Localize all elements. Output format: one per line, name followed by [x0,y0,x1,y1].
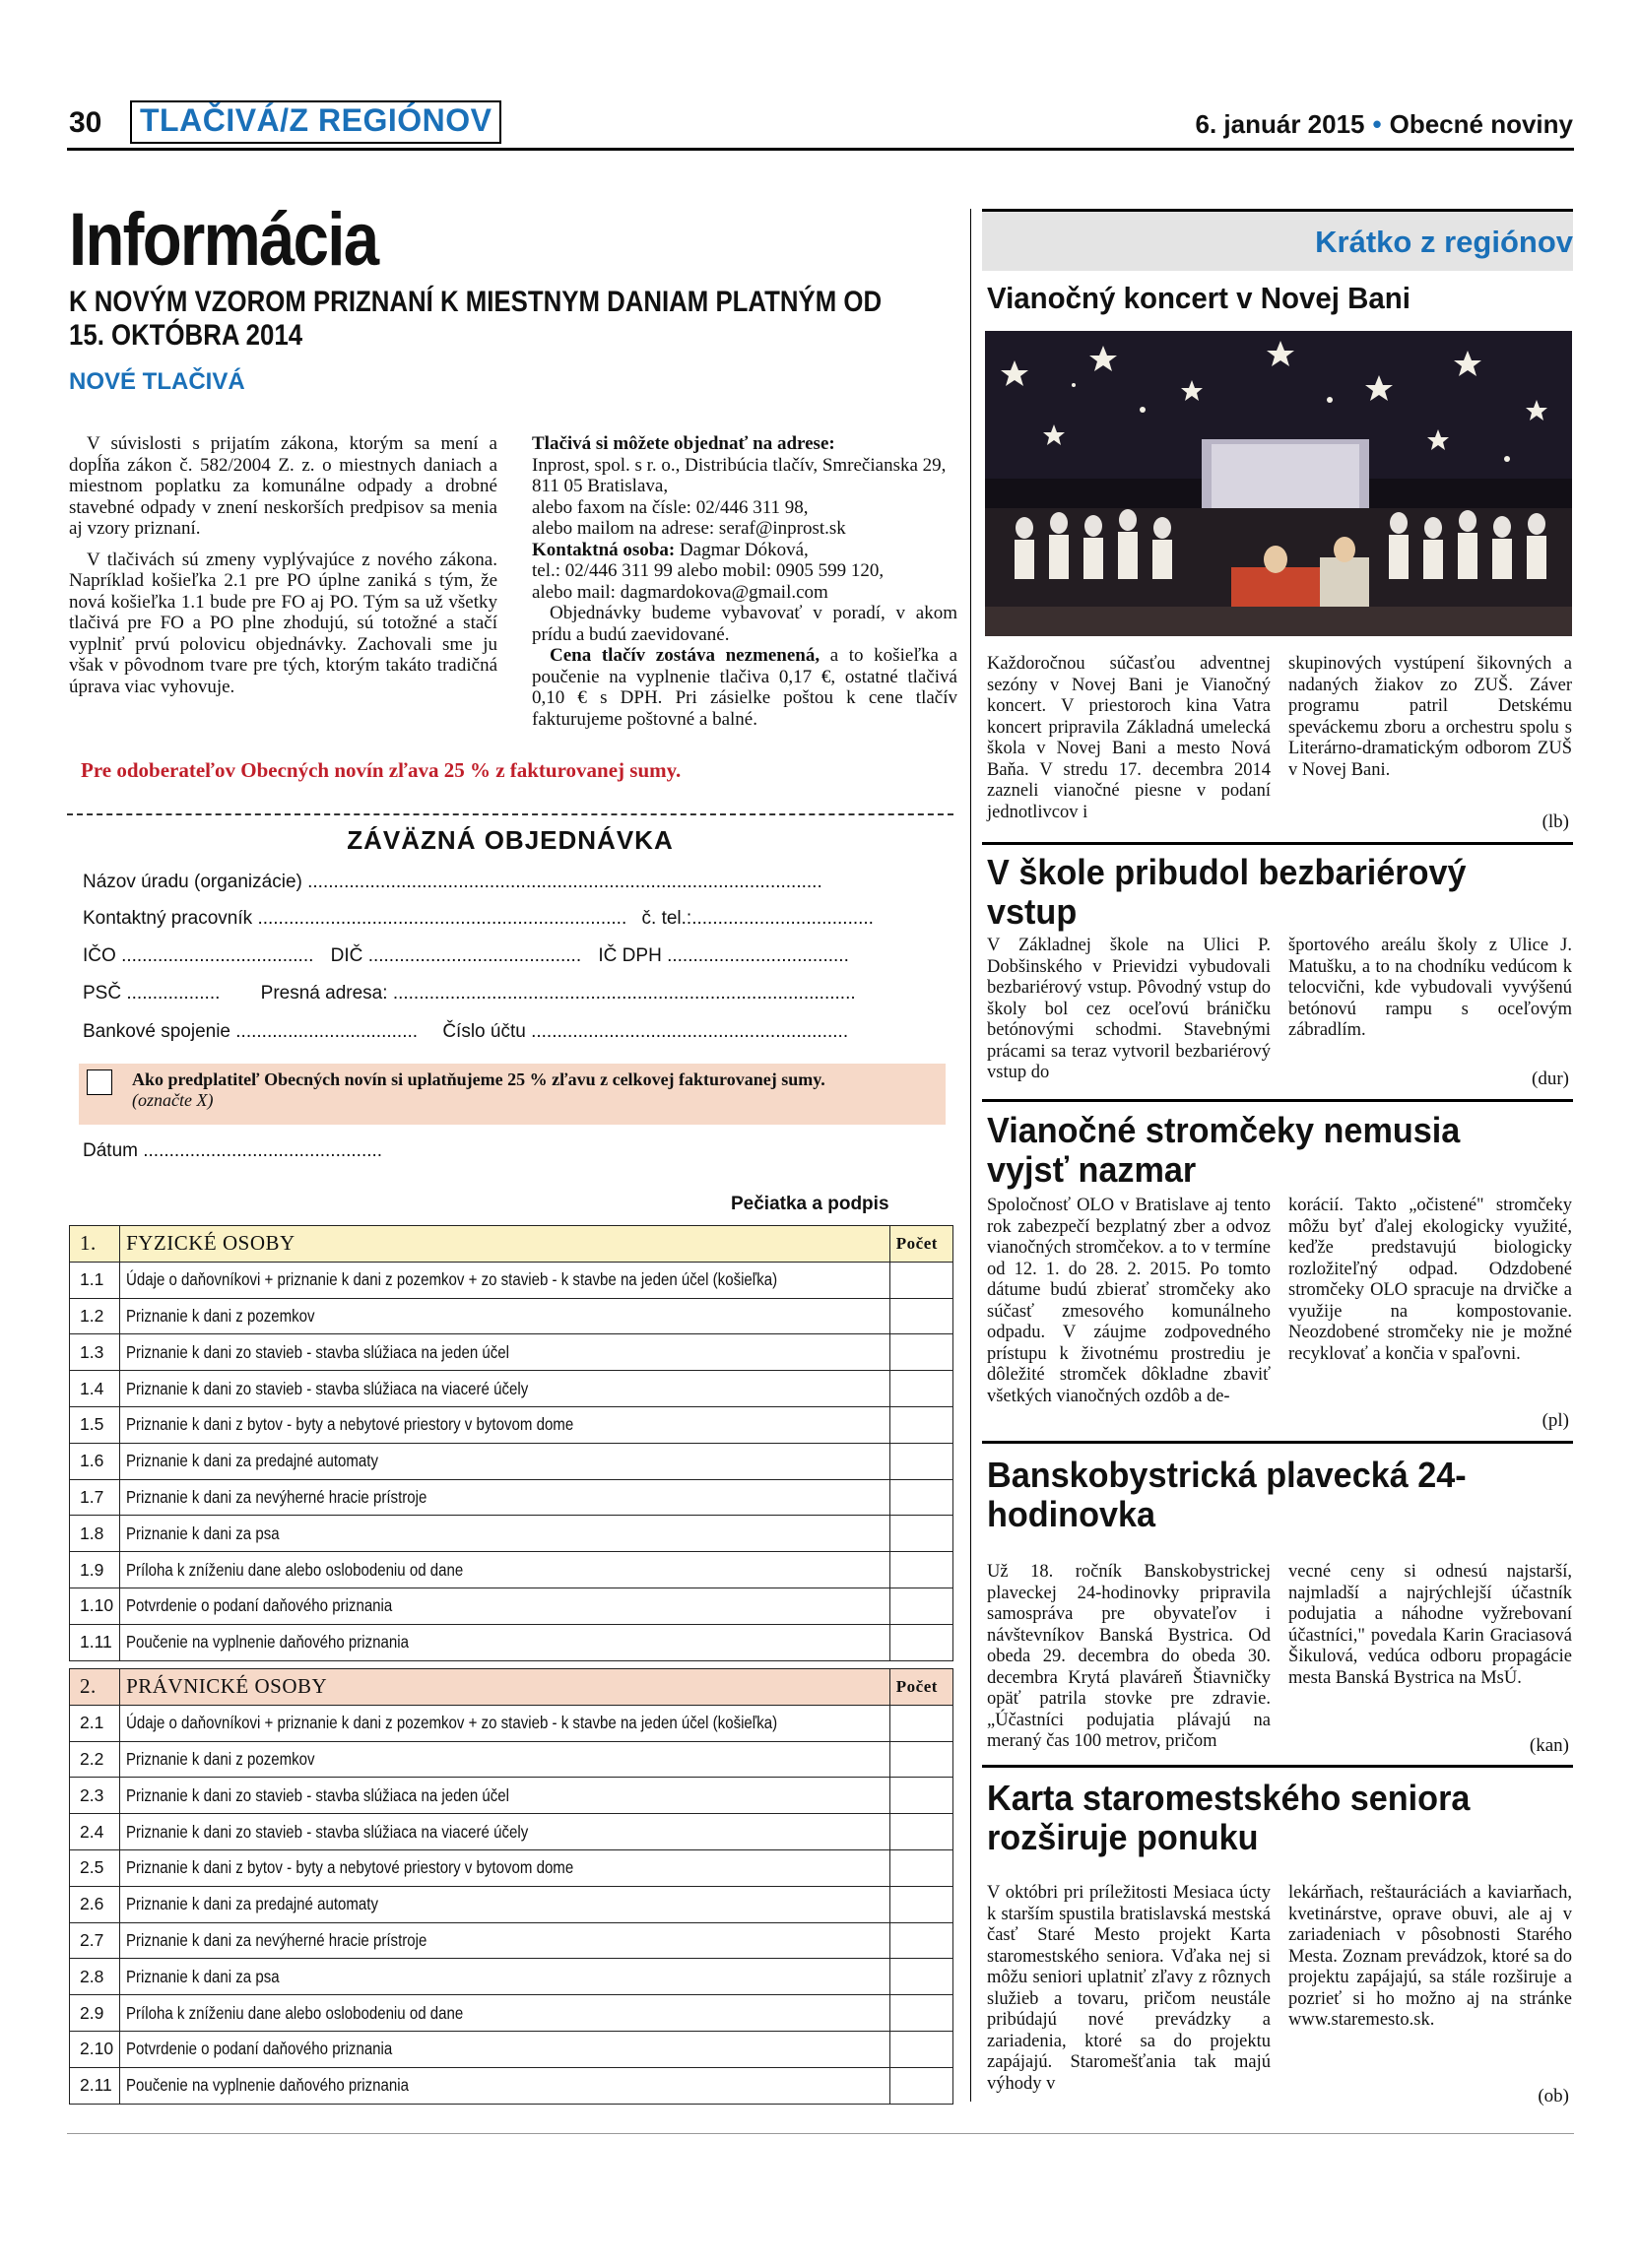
row-number: 2.9 [70,1995,120,2032]
row-label: Priznanie k dani za predajné automaty [126,1451,379,1471]
table-row [70,1741,953,1778]
row-number: 1.4 [70,1371,120,1407]
row-label-cell [120,1922,890,1959]
count-input[interactable] [889,1705,952,1741]
table-row [70,1886,953,1922]
row-label: Údaje o daňovníkovi + priznanie k dani z pozemkov + zo stavieb - k stavbe na jeden účel (košieľka) [126,1269,778,1290]
ico-label: IČO [83,945,116,966]
row-number: 2.6 [70,1886,120,1922]
bottom-rule [67,2133,1574,2134]
subscriber-discount-text [132,1069,940,1111]
price-note [532,645,957,730]
row-label: Priznanie k dani z pozemkov [126,1305,315,1326]
concert-photo-image [985,331,1572,636]
price-bold: Cena tlačív zostáva nezmenená, [550,645,820,666]
row-number: 2.10 [70,2031,120,2067]
count-header: Počet [889,1669,952,1706]
row-number: 2.4 [70,1814,120,1850]
date-field[interactable]: .............................................. [143,1140,383,1161]
form-table-fyzicke [69,1225,953,1661]
row-label-cell [120,1371,890,1407]
paragraph: V tlačivách sú zmeny vyplývajúce z nového zákona. Napríklad košieľka 2.1 pre PO úplne zaniká s tým, že nová košieľka 1.1 bude pre FO aj PO. Tým sa už všetky tlačivá pre FO a PO plne zhodujú, sú totožné a stačí vyplniť prvú polovicu objednávky. Zachovali sme ju však v pôvodnom tvare pre tých, ktorým takáto tradičná úprava viac vyhovuje. [69,549,497,697]
contact-line [532,540,957,561]
row-label-cell [120,2067,890,2104]
article-col1: V Základnej škole na Ulici P. Dobšinského v Prievidzi vybudovali bezbariérový vstup. Pôvodný vstup do školy bol cez oceľovú bráničku betónovými schodmi. Stavebnými prácami sa teraz vytvoril bezbariérový vstup do [987,936,1271,1082]
row-label: Potvrdenie o podaní daňového priznania [126,1595,393,1616]
row-label: Priznanie k dani z pozemkov [126,1748,315,1769]
issue-info [1196,109,1574,140]
row-label: Potvrdenie o podaní daňového priznania [126,2039,393,2059]
order-heading: Tlačivá si môžete objednať na adrese: [532,433,835,454]
processing-note: Objednávky budeme vybavovať v poradí, v akom prídu a budú zaevidované. [532,603,957,645]
count-input[interactable] [889,1959,952,1995]
article-title: V škole pribudol bezbariérový vstup [987,852,1467,932]
row-label: Priznanie k dani za psa [126,1523,280,1543]
subscriber-text: Ako predplatiteľ Obecných novín si uplatňujeme 25 % zľavu z celkovej fakturovanej sumy. [132,1069,825,1089]
table-row [70,1705,953,1741]
dic-field[interactable]: ......................................... [367,945,582,966]
article-signature: (kan) [1529,1735,1569,1756]
table-row [70,1516,953,1552]
row-label-cell [120,1705,890,1741]
row-number: 2.11 [70,2067,120,2104]
article-signature: (dur) [1532,1069,1569,1089]
contact-name: Dagmar Dóková, [675,539,809,560]
table-row [70,1334,953,1371]
article-col1: Už 18. ročník Banskobystrickej plaveckej 24-hodinovky pripravila samospráva pre obyvateľov i návštevníkov Banská Bystrica. Od obeda 29. decembra do obeda 30. decembra Krytá plaváreň Štiavničky opäť patrila stovke pre zdravie. „Účastníci podujatia plávajú na meraný čas 100 metrov, pričom [987,1562,1271,1751]
subscriber-checkbox[interactable] [87,1069,112,1095]
row-label: Priznanie k dani za nevýherné hracie prístroje [126,1486,427,1507]
contact-person-field[interactable]: ....................................................................... [257,908,627,929]
row-label-cell [120,1849,890,1886]
row-label: Údaje o daňovníkovi + priznanie k dani z pozemkov + zo stavieb - k stavbe na jeden účel (košieľka) [126,1713,778,1733]
group-title: PRÁVNICKÉ OSOBY [120,1669,890,1706]
address-line: Inprost, spol. s r. o., Distribúcia tlačív, Smrečianska 29, [532,454,947,476]
address-line: 811 05 Bratislava, [532,476,669,496]
count-input[interactable] [889,2031,952,2067]
row-number: 1.2 [70,1298,120,1334]
row-label-cell [120,1995,890,2032]
table-row [70,1443,953,1479]
row-number: 2.3 [70,1778,120,1814]
row-label: Poučenie na vyplnenie daňového priznania [126,1632,410,1652]
count-input[interactable] [889,1406,952,1443]
icdph-field[interactable]: ................................... [667,945,849,966]
count-input[interactable] [889,1443,952,1479]
count-input[interactable] [889,1334,952,1371]
ico-field[interactable]: ..................................... [121,945,314,966]
table-body [70,1262,953,1660]
group-number: 2. [70,1669,120,1706]
row-label: Priznanie k dani za predajné automaty [126,1894,379,1914]
article-col1: V októbri pri príležitosti Mesiaca úcty k starším spustila bratislavská mestská časť Staré Mesto projekt Karta staromestského seniora. Vďaka nej si môžu seniori uplatniť zľavy z rôznych služieb a tovaru, pričom neustále pribúdajú nové prevádzky a zariadenia, ktoré sa do projektu zapájajú. Staromešťania tak majú výhody v [987,1883,1271,2094]
table-row [70,2031,953,2067]
table-row [70,1588,953,1624]
article-title: Vianočné stromčeky nemusia vyjsť nazmar [987,1110,1461,1190]
row-number: 1.10 [70,1588,120,1624]
address-line: alebo faxom na čísle: 02/446 311 98, [532,496,809,518]
row-label-cell [120,1886,890,1922]
row-label: Priznanie k dani zo stavieb - stavba slúžiaca na viaceré účely [126,1378,529,1398]
regions-banner-title: Krátko z regiónov [1315,225,1573,259]
article-divider [982,842,1573,845]
form-row-date [83,1140,382,1162]
dic-label: DIČ [330,945,363,966]
form-row-contact [83,908,874,930]
row-label-cell [120,1298,890,1334]
table-row [70,1922,953,1959]
separator-dot: • [1372,109,1382,139]
row-label: Priznanie k dani z bytov - byty a nebytové priestory v bytovom dome [126,1414,574,1435]
row-number: 1.8 [70,1516,120,1552]
bank-field[interactable]: ................................... [235,1021,419,1042]
price-rest: a to košieľka a poučenie na vyplnenie tlačiva 0,17 €, ostatné tlačivá 0,10 € s DPH. Pri zásielke poštou k cene tlačív fakturujeme poštovné a balné. [532,645,957,730]
table-row [70,1814,953,1850]
article-col2: vecné ceny si odnesú najstarší, najmladší a najrýchlejší účastník podujatia a náhodne vyžrebovaní účastníci," povedala Karin Graciasová Šikulová, vedúca odboru propagácie mesta Banská Bystrica na MsÚ. [1288,1562,1572,1688]
header-rule [67,148,1574,151]
article-title: Karta staromestského seniora rozširuje ponuku [987,1778,1471,1857]
count-input[interactable] [889,1995,952,2032]
row-number: 2.8 [70,1959,120,1995]
row-number: 2.1 [70,1705,120,1741]
row-number: 1.1 [70,1262,120,1298]
row-label: Priznanie k dani zo stavieb - stavba slúžiaca na jeden účel [126,1341,510,1362]
row-number: 2.7 [70,1922,120,1959]
form-row-ids [83,945,849,967]
publication-name: Obecné noviny [1389,109,1573,139]
column-divider [970,209,971,2102]
row-label-cell [120,1778,890,1814]
count-header: Počet [889,1226,952,1263]
row-label-cell [120,1443,890,1479]
form-row-bank [83,1021,848,1043]
row-label-cell [120,1741,890,1778]
row-number: 2.2 [70,1741,120,1778]
row-number: 1.9 [70,1552,120,1588]
count-input[interactable] [889,1516,952,1552]
table-row [70,2067,953,2104]
psc-label: PSČ [83,983,122,1004]
main-kicker: NOVÉ TLAČIVÁ [69,368,245,395]
stamp-label: Pečiatka a podpis [731,1194,889,1214]
row-label-cell [120,1406,890,1443]
form-row-address [83,983,856,1004]
row-label-cell [120,1262,890,1298]
row-label: Poučenie na vyplnenie daňového priznania [126,2075,410,2096]
address-line: alebo mailom na adrese: seraf@inprost.sk [532,518,846,539]
psc-field[interactable]: .................. [126,983,221,1004]
date-label: Dátum [83,1140,138,1161]
page-number: 30 [69,106,102,139]
count-input[interactable] [889,1588,952,1624]
count-input[interactable] [889,2067,952,2104]
issue-date: 6. január 2015 [1195,109,1365,139]
row-label: Priznanie k dani zo stavieb - stavba slúžiaca na jeden účel [126,1784,510,1805]
article-col2: lekárňach, reštauráciách a kaviarňach, kvetinárstve, oprave obuvi, ale aj v zariadeniach v pôsobnosti Starého Mesta. Zoznam prevádzok, ktoré sa do projektu zapájajú, sa stále rozširuje a pozrieť si ho možno aj na stránke www.staremesto.sk. [1288,1883,1572,2030]
row-label: Príloha k zníženiu dane alebo oslobodeniu od dane [126,2002,464,2023]
table-header-row [70,1226,953,1263]
article-title: Vianočný koncert v Novej Bani [987,281,1410,315]
count-input[interactable] [889,1814,952,1850]
contact-line: tel.: 02/446 311 99 alebo mobil: 0905 599 120, [532,560,885,581]
article-signature: (lb) [1542,811,1569,832]
row-label: Priznanie k dani za nevýherné hracie prístroje [126,1929,427,1950]
account-label: Číslo účtu [442,1021,526,1042]
table-header-row [70,1669,953,1706]
row-number: 1.7 [70,1479,120,1516]
article-divider [982,1441,1573,1444]
address-field[interactable]: ......................................................................................... [392,983,856,1004]
row-label-cell [120,1516,890,1552]
row-label: Priznanie k dani za psa [126,1966,280,1986]
table-row [70,1262,953,1298]
row-number: 1.6 [70,1443,120,1479]
main-article-col1 [69,433,497,707]
row-label-cell [120,1334,890,1371]
section-tag: TLAČIVÁ/Z REGIÓNOV [130,100,501,144]
table-row [70,1995,953,2032]
count-input[interactable] [889,1741,952,1778]
count-input[interactable] [889,1886,952,1922]
table-row [70,1298,953,1334]
order-form-title: ZÁVÄZNÁ OBJEDNÁVKA [347,825,674,855]
article-col2: skupinových vystúpení šikovných a nadaných žiakov zo ZUŠ. Záver programu patril Detskému speváckemu zboru a orchestru spolu s Literárno-dramatickým odborom ZUŠ v Novej Bani. [1288,654,1572,780]
count-input[interactable] [889,1849,952,1886]
count-input[interactable] [889,1624,952,1660]
form-table-pravnicke [69,1668,953,2105]
article-col1: Každoročnou súčasťou adventnej sezóny v Novej Bani je Vianočný koncert. V priestoroch kina Vatra koncert pripravila Základná umelecká škola v Novej Bani a mesto Nová Baňa. V stredu 17. decembra 2014 zazneli vianočné piesne v podaní jednotlivcov i [987,654,1271,822]
count-input[interactable] [889,1922,952,1959]
article-signature: (pl) [1542,1410,1569,1431]
article-col2: korácií. Takto „očistené" stromčeky môžu byť ďalej ekologicky využité, keďže predstavujú biologicky rozložiteľný odpad. Odzdobené stromčeky OLO spracuje na drvičke a využije na kompostovanie. Neozdobené stromčeky nie je možné recyklovať a končia v spaľovni. [1288,1196,1572,1364]
article-divider [982,1765,1573,1768]
main-subtitle: K NOVÝM VZOROM PRIZNANÍ K MIESTNYM DANIAM PLATNÝM OD 15. OKTÓBRA 2014 [69,286,883,352]
count-input[interactable] [889,1371,952,1407]
contact-label: Kontaktná osoba: [532,539,676,560]
row-number: 1.11 [70,1624,120,1660]
count-input[interactable] [889,1552,952,1588]
row-label-cell [120,1624,890,1660]
row-label-cell [120,2031,890,2067]
contact-person-label: Kontaktný pracovník [83,908,253,929]
article-signature: (ob) [1538,2086,1569,2106]
table-row [70,1624,953,1660]
article-divider [982,1099,1573,1102]
table-row [70,1552,953,1588]
cut-line [67,813,953,815]
table-row [70,1959,953,1995]
discount-note: Pre odoberateľov Obecných novín zľava 25 % z fakturovanej sumy. [81,758,682,782]
bank-label: Bankové spojenie [83,1021,230,1042]
article-col2: športového areálu školy z Ulice J. Matušku, a to na chodníku vedúcom k telocvični, kde vybudovali vyvýšenú betónovú rampu s oceľovým zábradlím. [1288,936,1572,1040]
paragraph: V súvislosti s prijatím zákona, ktorým sa mení a dopĺňa zákon č. 582/2004 Z. z. o miestnych daniach a miestnom poplatku za komunálne odpady a drobné stavebné odpady v znení neskorších predpisov sa menia aj vzory priznaní. [69,433,497,539]
count-input[interactable] [889,1262,952,1298]
table-body [70,1705,953,2104]
row-label-cell [120,1814,890,1850]
article-col1: Spoločnosť OLO v Bratislave aj tento rok zabezpečí bezplatný zber a odvoz vianočných stromčekov. a to v termíne od 12. 1. do 28. 2. 2015. Po tomto dátume budú zbierať stromčeky ako súčasť zmesového komunálneho odpadu. V záujme zodpovedného prístupu k životnému prostrediu je dôležité stromček dôkladne zbaviť všetkých vianočných ozdôb a de- [987,1196,1271,1406]
subscriber-hint: (označte X) [132,1090,214,1110]
row-label-cell [120,1959,890,1995]
count-input[interactable] [889,1778,952,1814]
row-number: 2.5 [70,1849,120,1886]
row-label-cell [120,1552,890,1588]
count-input[interactable] [889,1479,952,1516]
address-label: Presná adresa: [260,983,388,1004]
group-number: 1. [70,1226,120,1263]
contact-line: alebo mail: dagmardokova@gmail.com [532,581,828,603]
table-row [70,1479,953,1516]
row-label-cell [120,1588,890,1624]
article-title: Banskobystrická plavecká 24-hodinovka [987,1455,1467,1534]
table-row [70,1371,953,1407]
org-field[interactable]: ................................................................................................... [307,872,822,892]
table-row [70,1778,953,1814]
row-label: Priznanie k dani zo stavieb - stavba slúžiaca na viaceré účely [126,1821,529,1842]
row-label: Priznanie k dani z bytov - byty a nebytové priestory v bytovom dome [126,1857,574,1878]
account-field[interactable]: ............................................................. [531,1021,849,1042]
main-article-col2 [532,433,957,730]
form-row-org [83,872,822,893]
row-label-cell [120,1479,890,1516]
table-row [70,1406,953,1443]
icdph-label: IČ DPH [598,945,662,966]
phone-label: č. tel.: [641,908,692,929]
org-label: Názov úradu (organizácie) [83,872,302,892]
row-number: 1.3 [70,1334,120,1371]
row-label: Príloha k zníženiu dane alebo oslobodeniu od dane [126,1559,464,1580]
concert-photo [985,331,1572,636]
group-title: FYZICKÉ OSOBY [120,1226,890,1263]
main-title: Informácia [69,198,378,282]
phone-field[interactable]: ................................... [691,908,874,929]
count-input[interactable] [889,1298,952,1334]
row-number: 1.5 [70,1406,120,1443]
table-row [70,1849,953,1886]
